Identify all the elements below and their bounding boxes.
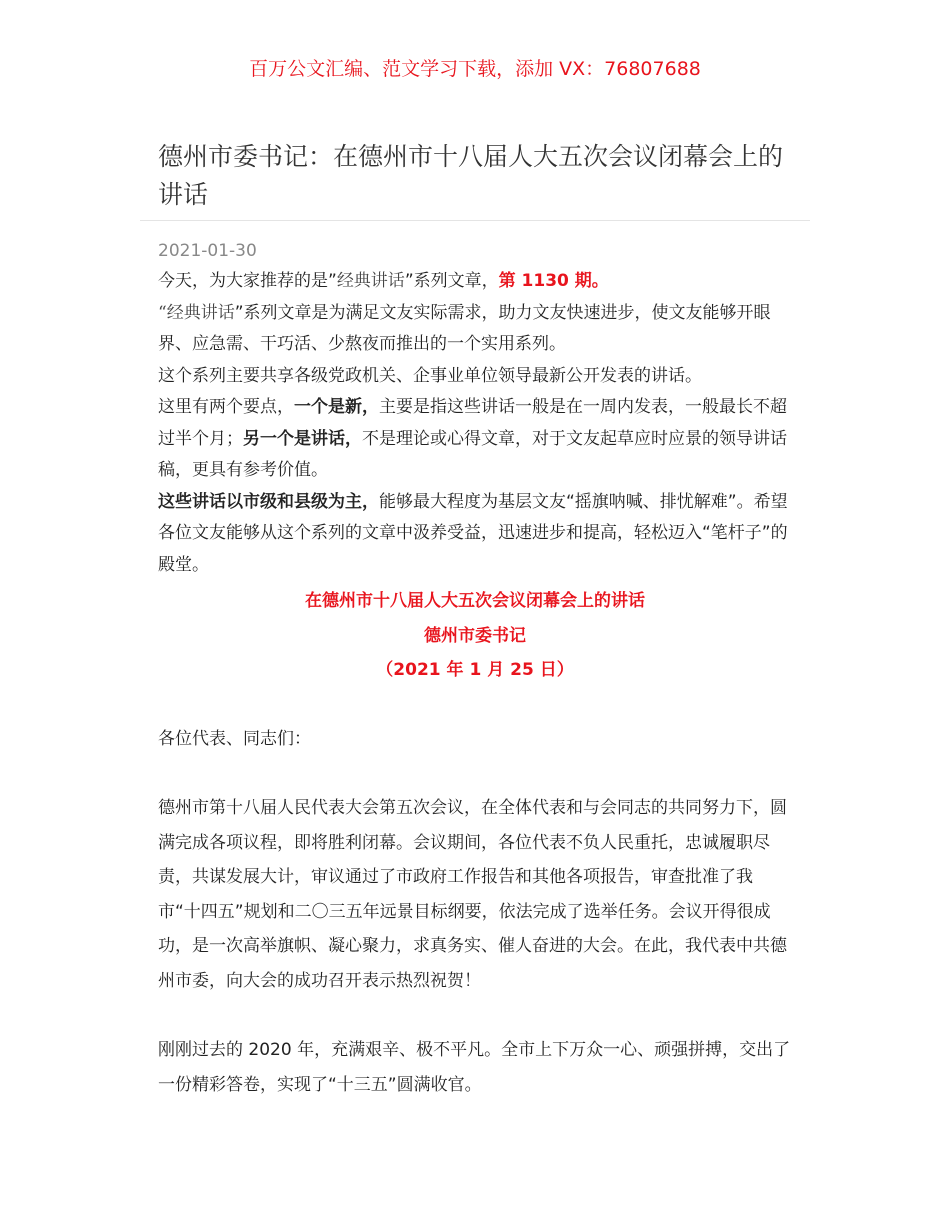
intro-paragraph-2 [158, 298, 794, 361]
intro-paragraph-3: 这个系列主要共享各级党政机关、企事业单位领导最新公开发表的讲话。 [158, 365, 702, 386]
intro-p4-e: 不是理论或心得文章，对于文友起草应时应景的领导讲话稿，更具有参考价值。 [158, 428, 787, 480]
intro-paragraph-1 [158, 266, 794, 298]
series-intro [158, 266, 794, 581]
speech-title: 在德州市十八届人大五次会议闭幕会上的讲话 [305, 591, 645, 611]
intro-p1-middle: ”系列文章， [404, 271, 499, 291]
promo-banner: 百万公文汇编、范文学习下载，添加 VX：76807688 [249, 58, 701, 80]
publish-date: 2021-01-30 [158, 241, 257, 261]
speech-paragraph-2 [158, 1033, 794, 1102]
speech-speaker: 德州市委书记 [424, 626, 526, 646]
intro-p2-rest: ”系列文章是为满足文友实际需求，助力文友快速进步，使文友能够开眼界、应急需、干巧活、少熬夜而推出的一个实用系列。 [158, 302, 771, 354]
intro-p1-series: 经典讲话 [336, 271, 405, 291]
intro-p2-series: 经典讲话 [166, 302, 235, 323]
intro-paragraph-5 [158, 487, 794, 582]
speech-date: （2021 年 1 月 25 日） [376, 660, 574, 680]
intro-p5-b: 能够最大程度为基层文友“摇旗呐喊、排忧解难”。希望各位文友能够从这个系列的文章中汲养受益，迅速进步和提高，轻松迈入“笔杆子”的殿堂。 [158, 491, 788, 575]
speech-salutation: 各位代表、同志们： [158, 729, 311, 749]
issue-number: 第 1130 期。 [498, 271, 609, 291]
intro-p4-d: 另一个是讲话， [243, 428, 362, 449]
speech-paragraph-1 [158, 791, 794, 998]
intro-p4-a: 这里有两个要点， [158, 397, 294, 417]
intro-p2-open: “ [158, 302, 167, 323]
intro-p1-prefix: 今天，为大家推荐的是” [158, 271, 337, 291]
article-header [158, 138, 794, 214]
intro-paragraph-4 [158, 392, 794, 487]
article-title: 德州市委书记：在德州市十八届人大五次会议闭幕会上的讲话 [158, 142, 784, 209]
intro-p4-c: 主要是指这些讲话一般是在一周内发表，一般最长不超过半个月； [158, 397, 787, 449]
speech-paragraph-1-text: 德州市第十八届人民代表大会第五次会议，在全体代表和与会同志的共同努力下，圆满完成各项议程，即将胜利闭幕。会议期间，各位代表不负人民重托，忠诚履职尽责，共谋发展大计，审议通过了市政府工作报告和其他各项报告，审查批准了我市“十四五”规划和二〇三五年远景目标纲要，依法完成了选举任务。会议开得很成功，是一次高举旗帜、凝心聚力，求真务实、催人奋进的大会。在此，我代表中共德州市委，向大会的成功召开表示热烈祝贺！ [158, 798, 787, 991]
intro-p4-b: 一个是新， [294, 397, 379, 417]
title-divider [140, 220, 810, 221]
speech-paragraph-2-text: 刚刚过去的 2020 年，充满艰辛、极不平凡。全市上下万众一心、顽强拼搏，交出了一份精彩答卷，实现了“十三五”圆满收官。 [158, 1040, 791, 1095]
intro-p5-a: 这些讲话以市级和县级为主， [158, 491, 379, 512]
